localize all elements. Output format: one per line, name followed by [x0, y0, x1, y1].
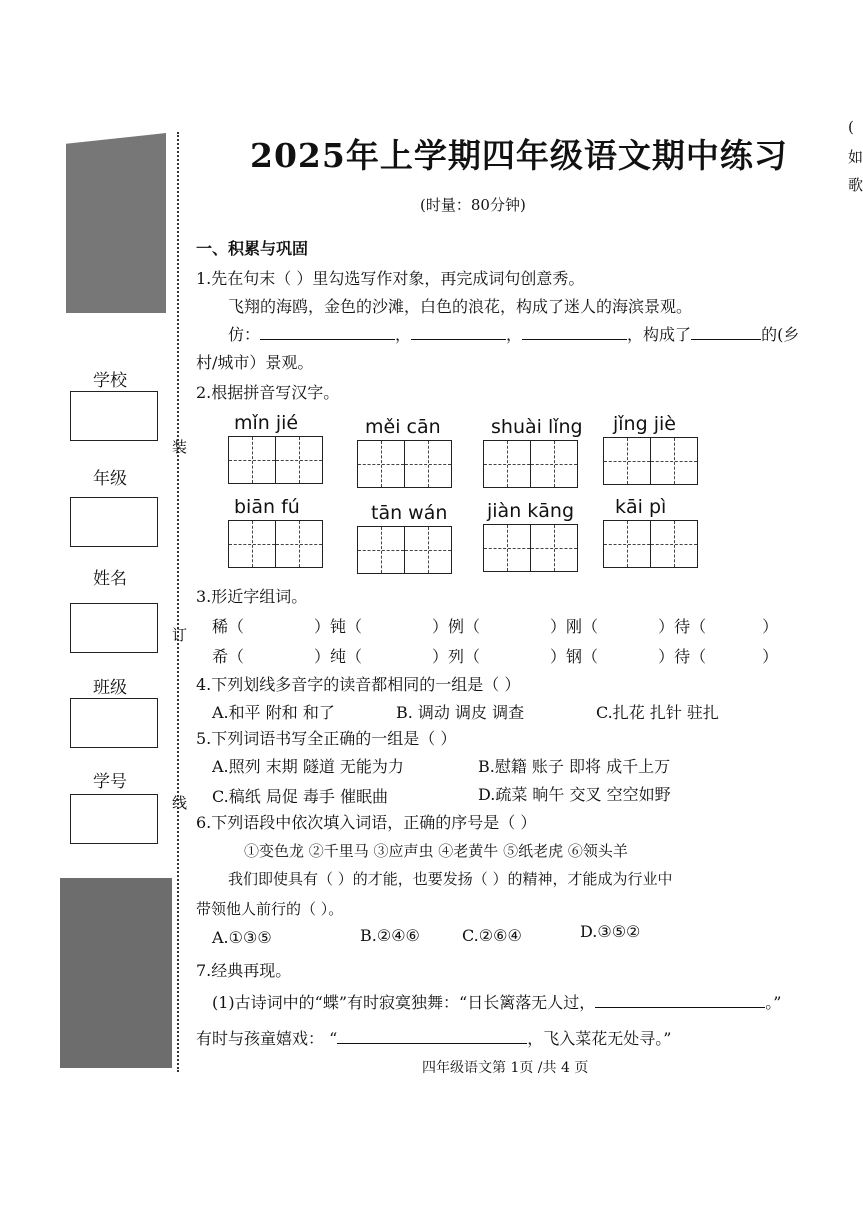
q4-stem: 4.下列划线多音字的读音都相同的一组是（ ） [196, 675, 521, 694]
page-title: 2025年上学期四年级语文期中练习 [250, 136, 788, 175]
q6-option-a[interactable]: A.①③⑤ [212, 928, 272, 947]
q7-stem: 7.经典再现。 [196, 961, 292, 980]
pinyin-label: kāi pì [615, 496, 667, 518]
q1-comma-1: ， [395, 325, 412, 344]
name-label: 姓名 [93, 569, 127, 589]
q5-option-c[interactable]: C.稿纸 局促 毒手 催眠曲 [212, 787, 389, 806]
q7-p2-text: 有时与孩童嬉戏： “ [196, 1029, 338, 1048]
class-label: 班级 [93, 678, 127, 698]
q1-imitate-line [228, 322, 799, 345]
pinyin-label: jiàn kāng [487, 500, 575, 522]
q1-example: 飞翔的海鸥，金色的沙滩，白色的浪花，构成了迷人的海滨景观。 [228, 297, 693, 316]
q7-blank-1[interactable] [595, 991, 765, 1008]
q1-goucheng: ，构成了 [627, 325, 692, 344]
q6-options: ①变色龙 ②千里马 ③应声虫 ④老黄牛 ⑤纸老虎 ⑥领头羊 [244, 842, 628, 860]
char-grid[interactable] [483, 440, 576, 488]
q6-option-c[interactable]: C.②⑥④ [462, 926, 522, 945]
grade-label: 年级 [93, 469, 127, 489]
q4-option-b[interactable]: B. 调动 调皮 调查 [396, 703, 525, 722]
q1-de: 的(乡 [761, 325, 800, 344]
pinyin-label: biān fú [234, 496, 300, 518]
binding-char-xian: 线 [172, 794, 188, 812]
school-label: 学校 [93, 371, 127, 391]
section-title: 一、积累与巩固 [196, 239, 309, 258]
class-field[interactable] [70, 698, 158, 748]
q7-part-1 [212, 990, 781, 1013]
edge-char: 如 [848, 148, 863, 166]
char-grid[interactable] [357, 440, 450, 488]
pinyin-label: tān wán [371, 502, 448, 524]
q1-fang-label: 仿： [228, 325, 261, 344]
q7-p2-end: ，飞入菜花无处寻。” [527, 1029, 672, 1048]
q7-blank-2[interactable] [337, 1027, 527, 1044]
q6-passage-line-2: 带领他人前行的（ ）。 [196, 900, 344, 918]
edge-char: ( [848, 118, 854, 136]
q1-blank-2[interactable] [411, 323, 506, 340]
pinyin-label: měi cān [365, 416, 441, 438]
q7-part-2 [196, 1026, 671, 1049]
q3-row-2: 希（ ）纯（ ）列（ ）钢（ ）待（ ） [212, 647, 779, 666]
pinyin-label: jǐng jiè [613, 413, 676, 435]
q5-stem: 5.下列词语书写全正确的一组是（ ） [196, 729, 457, 748]
q6-option-b[interactable]: B.②④⑥ [360, 926, 420, 945]
edge-char: 歌 [848, 176, 863, 194]
q1-blank-4[interactable] [691, 323, 761, 340]
page-footer: 四年级语文第 1页 /共 4 页 [422, 1060, 589, 1076]
binding-dotted-line [177, 132, 179, 1072]
char-grid[interactable] [228, 520, 321, 568]
school-field[interactable] [70, 391, 158, 441]
q5-option-a[interactable]: A.照列 末期 隧道 无能为力 [212, 757, 404, 776]
q1-blank-3[interactable] [522, 323, 627, 340]
gray-block-image [60, 878, 172, 1068]
q1-comma-2: ， [506, 325, 523, 344]
q6-option-d[interactable]: D.③⑤② [580, 922, 641, 941]
q2-stem: 2.根据拼音写汉字。 [196, 383, 340, 402]
number-field[interactable] [70, 794, 158, 844]
q5-option-d[interactable]: D.疏菜 晌午 交叉 空空如野 [478, 785, 671, 804]
binding-char-ding: 订 [172, 626, 188, 644]
char-grid[interactable] [228, 436, 321, 484]
q7-p1-end: 。” [765, 993, 782, 1012]
grade-field[interactable] [70, 497, 158, 547]
q3-row-1: 稀（ ）钝（ ）例（ ）刚（ ）待（ ） [212, 617, 779, 636]
q1-blank-1[interactable] [260, 323, 395, 340]
q1-continuation: 村/城市）景观。 [196, 353, 314, 372]
char-grid[interactable] [603, 437, 696, 485]
number-label: 学号 [93, 772, 127, 792]
q6-passage-line-1: 我们即使具有（ ）的才能，也要发扬（ ）的精神，才能成为行业中 [228, 870, 673, 888]
pinyin-label: shuài lǐng [491, 416, 583, 438]
q6-stem: 6.下列语段中依次填入词语，正确的序号是（ ） [196, 813, 537, 832]
pinyin-label: mǐn jié [234, 412, 299, 434]
q1-stem: 1.先在句末（ ）里勾选写作对象，再完成词句创意秀。 [196, 269, 585, 288]
q7-p1-text: (1)古诗词中的“蝶”有时寂寞独舞：“日长篱落无人过， [212, 993, 596, 1012]
char-grid[interactable] [483, 524, 576, 572]
q3-stem: 3.形近字组词。 [196, 587, 308, 606]
q4-option-c[interactable]: C.扎花 扎针 驻扎 [596, 703, 719, 722]
gray-tab-image [66, 133, 166, 313]
name-field[interactable] [70, 603, 158, 653]
binding-char-zhuang: 装 [172, 438, 188, 456]
char-grid[interactable] [603, 520, 696, 568]
exam-time: (时量：80分钟) [420, 196, 526, 214]
char-grid[interactable] [357, 526, 450, 574]
q5-option-b[interactable]: B.慰籍 账子 即将 成千上万 [478, 757, 671, 776]
q4-option-a[interactable]: A.和平 附和 和了 [212, 703, 335, 722]
